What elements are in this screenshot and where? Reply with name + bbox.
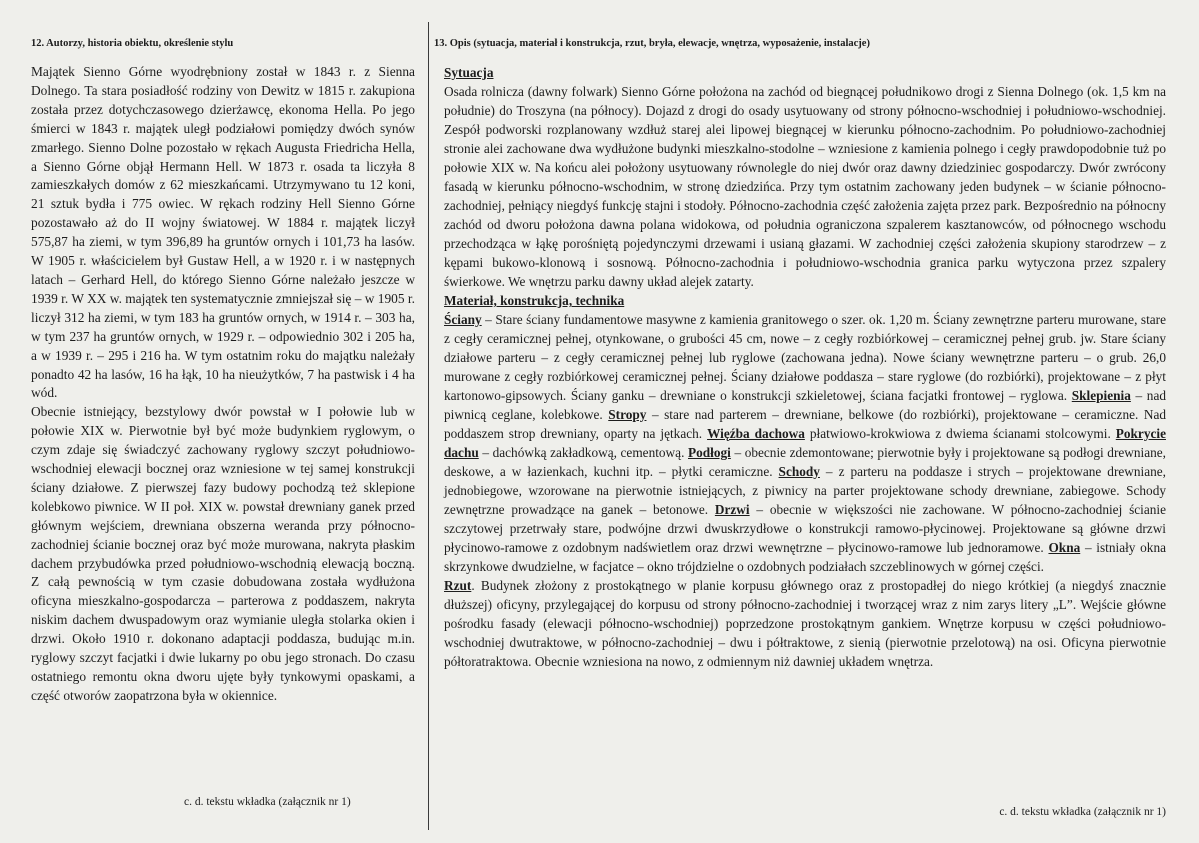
wiezba-label: Więźba dachowa <box>707 426 805 441</box>
history-text <box>31 63 415 706</box>
material-block <box>444 291 1166 576</box>
section-12-title: 12. Autorzy, historia obiektu, określenie stylu <box>31 38 234 49</box>
stropy-text: – stare nad parterem – drewniane, belkowe (do rozbiórki), projektowane – ceramiczne. Nad poddaszem strop drewniany, oparty na jętkach. <box>444 407 1167 441</box>
rzut-block <box>444 576 1166 671</box>
sciany-label: Ściany <box>444 312 482 327</box>
sklepienia-label: Sklepienia <box>1071 388 1131 403</box>
history-paragraph-2: Obecnie istniejący, bezstylowy dwór powstał w I połowie lub w połowie XIX w. Pierwotnie był być może budynkiem ryglowym, o czym zdaje się świadczyć zachowany ryglowy szczyt południowo-wschodniej elewacji bocznej oraz wzniesione w tej samej konstrukcji ściany działowe. Z pierwszej fazy budowy pochodzą też sklepione kolebkowo piwnice. W II poł. XIX w. powstał drewniany ganek przed głównym wejściem, drewniana obszerna weranda przy północno-zachodniej ścianie bocznej oraz być może murowana, nakryta płaskim dachem przybudówka przed południowo-wschodnią elewacją boczną. Z całą pewnością w tym czasie dobudowana została wydłużona oficyna mieszkalno-gospodarcza – parterowa z poddaszem, nakryta niskim dachem dwuspadowym oraz wymianie uległa stolarka okien i drzwi. Około 1910 r. dokonano adaptacji poddasza, budując m.in. ryglowy szczyt facjatki i dwie lukarny po obu jego stronach. Do czasu ostatniego remontu okna dworu ujęte były tynkowymi opaskami, a część otworów zaopatrzona była w okiennice. <box>31 404 415 703</box>
wiezba-text: płatwiowo-krokwiowa z dwiema ścianami stolcowymi. <box>804 426 1116 441</box>
drzwi-label: Drzwi <box>714 502 750 517</box>
drzwi-text: – obecnie w większości nie zachowane. W północno-zachodniej ścianie szczytowej przetrwały stare, podwójne drzwi dwuskrzydłowe o konstrukcji ramowo-płycinowej. Projektowane są główne drzwi płycinowo-ramowe z ozdobnym nadświetlem oraz drzwi wewnętrzne – płycinowo-ramowe lub jednoramowe. <box>444 502 1166 555</box>
schody-label: Schody <box>778 464 820 479</box>
okna-text: – istniały okna skrzynkowe dwudzielne, w facjatce – okno trójdzielne o ozdobnych podziałach szczeblinowych w górnej części. <box>444 540 1166 574</box>
section-13-title: 13. Opis (sytuacja, materiał i konstrukcja, rzut, bryła, elewacje, wnętrza, wyposażenie, instalacje) <box>434 38 870 49</box>
podlogi-label: Podłogi <box>688 445 731 460</box>
history-paragraph-1: Majątek Sienno Górne wyodrębniony został w 1843 r. z Sienna Dolnego. Ta stara posiadłość rodziny von Dewitz w 1815 r. zakupiona została przez dotychczasowego dzierżawcę, ekonoma Hella. Po jego śmierci w 1843 r. majątek uległ podziałowi pomiędzy dwóch synów zmarłego. Sienno Dolne pozostało w rękach Augusta Friedricha Hella, a Sienno Górne objął Hermann Hell. W 1873 r. osada ta liczyła 8 zamieszkałych domów z 62 mieszkańcami. Utrzymywano tu 12 koni, 21 sztuk bydła i 775 owiec. W rękach rodziny Hell Sienno Górne pozostawało aż do II wojny światowej. W 1884 r. majątek liczył 575,87 ha ziemi, w tym 396,89 ha gruntów ornych i 101,73 ha lasów. W 1905 r. właścicielem był Gustaw Hell, a w 1920 r. i w następnych latach – Gerhard Hell, do którego Sienno Górne należało jeszcze w 1939 r. W XX w. majątek ten systematycznie zmniejszał się – w 1905 r. liczył 312 ha ziemi, w tym 183 ha gruntów ornych, w 1914 r. – 303 ha, w tym 237 ha gruntów ornych, w 1929 r. – odpowiednio 302 i 205 ha, a w 1939 r. – 295 i 216 ha. W tym ostatnim roku do majątku należały ponadto 42 ha lasów, 16 ha łąk, 10 ha nieużytków, 7 ha pastwisk i 4 ha wód. <box>31 64 415 401</box>
podlogi-text: – obecnie zdemontowane; pierwotnie były i projektowane są podłogi drewniane, deskowe, a w łazienkach, kuchni itp. – płytki ceramiczne. <box>444 445 1166 479</box>
sklepienia-text: – nad piwnicą ceglane, kolebkowe. <box>444 388 1167 422</box>
okna-label: Okna <box>1048 540 1081 555</box>
description-text <box>444 63 1166 671</box>
rzut-label: Rzut <box>444 578 472 593</box>
continuation-note-left: c. d. tekstu wkładka (załącznik nr 1) <box>184 796 351 808</box>
sytuacja-text: Osada rolnicza (dawny folwark) Sienno Górne położona na zachód od biegnącej południkowo drogi z Sienna Dolnego (ok. 1,5 km na południe) do Troszyna (na północy). Dojazd z drogi do osady usytuowany od strony północno-wschodniej i południowo-wschodniej. Zespół podworski rozplanowany wzdłuż starej alei lipowej biegnącej w kierunku północno-zachodnim. Po południowo-zachodniej stronie alei zachowane dwa wydłużone budynki mieszkalno-stodolne – wzniesione z kamienia polnego i cegły prawdopodobnie tuż po połowie XIX w. Na końcu alei położony usytuowany równolegle do niej dwór oraz dawny dziedziniec gospodarczy. Dwór zwrócony fasadą w kierunku północno-wschodnim, w stronę dziedzińca. Przy tym ostatnim zachowany jeden budynek – w ścianie północno-zachodniej, pełniący niegdyś funkcję stajni i stodoły. Północno-zachodnia część założenia zajęta przez park. Bezpośrednio na północny zachód od dworu położona dawna polana widokowa, od południa ograniczona szpalerem kasztanowców, od północnego wschodu przechodząca w łąkę porośniętą pojedynczymi drzewami i usianą głazami. W zachodniej części założenia skupiony starodrzew – z kępami bukowo-klonową i sosnową. Północno-zachodnia i południowo-wschodnia granica parku wytyczona przez szpalery świerkowe. We wnętrzu parku dawny układ alejek zatarty. <box>444 84 1166 289</box>
continuation-note-right: c. d. tekstu wkładka (załącznik nr 1) <box>999 806 1166 818</box>
pokrycie-label: Pokrycie dachu <box>444 426 1166 460</box>
schody-text: – z parteru na poddasze i strych – projektowane drewniane, jednobiegowe, wzorowane na pierwotnie istniejących, z piwnicy na parter projektowane schody drewniane, zabiegowe. Schody zewnętrzne prowadzące na ganek – betonowe. <box>444 464 1166 517</box>
pokrycie-text: – dachówką zakładkową, cementową. <box>478 445 688 460</box>
material-heading: Materiał, konstrukcja, technika <box>444 293 625 308</box>
column-divider <box>428 22 429 830</box>
stropy-label: Stropy <box>608 407 647 422</box>
sytuacja-block <box>444 63 1166 291</box>
sciany-text: – Stare ściany fundamentowe masywne z kamienia granitowego o szer. ok. 1,20 m. Ściany zewnętrzne parteru murowane, stare z cegły ceramicznej pełnej, otynkowane, o grubości 45 cm, nowe – z cegły rozbiórkowej – ceramicznej pełnej grub. jw. Stare ściany działowe parteru – z cegły ceramicznej pełnej lub ryglowe (zachowana jedna). Nowe ściany wewnętrzne parteru – o grub. 26,0 murowane z cegły rozbiórkowej ceramicznej pełnej. Ściany działowe poddasza – stare ryglowe (do rozbiórki), projektowane – z płyt kartonowo-gipsowych. Ściany ganku – drewniane o konstrukcji szkieletowej, ściana facjatki frontowej – ryglowa. <box>444 312 1166 403</box>
sytuacja-heading: Sytuacja <box>444 65 494 80</box>
rzut-text: . Budynek złożony z prostokątnego w planie korpusu głównego oraz z prostopadłej do niego krótkiej (a niegdyś znacznie dłuższej) oficyny, przylegającej do korpusu od strony północno-zachodniej i tworzącej wraz z nim zarys litery „L”. Wejście główne pośrodku fasady (elewacji północno-wschodniej) poprzedzone prostokątnym gankiem. Wnętrze korpusu w części południowo-wschodniej dwutraktowe, w północno-zachodniej – dwu i półtraktowe, z sienią (pierwotnie przelotową) na osi. Oficyna pierwotnie półtoratraktowa. Obecnie wzniesiona na nowo, z odmiennym niż dawniej układem wnętrza. <box>444 578 1166 669</box>
